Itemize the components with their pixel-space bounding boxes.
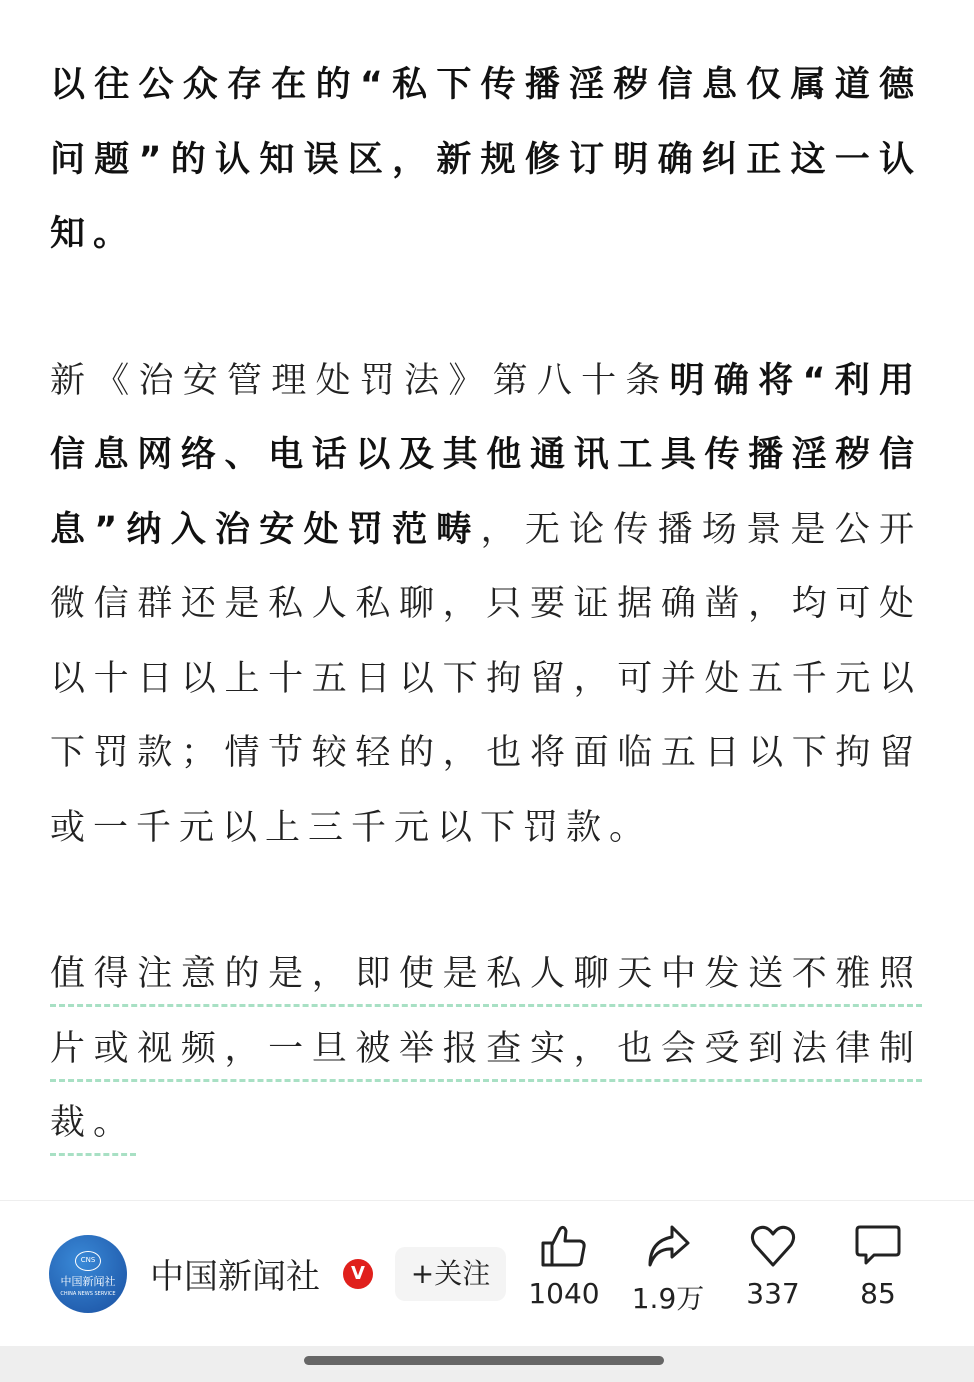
- article-paragraph: [50, 937, 922, 1161]
- thumbs-up-icon: [540, 1223, 588, 1269]
- author-avatar[interactable]: [49, 1235, 127, 1313]
- bold-text: 以往公众存在的“私下传播淫秽信息仅属道德: [50, 65, 922, 105]
- text-line: [50, 791, 922, 866]
- comment-count: 85: [860, 1277, 896, 1310]
- author-name[interactable]: 中国新闻社: [150, 1257, 320, 1297]
- bold-text: 息”纳入治安处罚范畴: [50, 509, 481, 550]
- text: 微信群还是私人私聊，只要证据确凿，均可处: [50, 584, 922, 624]
- text-line: [50, 937, 922, 1012]
- text[interactable]: 值得注意的是，即使是私人聊天中发送不雅照: [50, 954, 922, 1007]
- text: 或一千元以上三千元以下罚款。: [50, 807, 653, 848]
- article-paragraph: [50, 48, 922, 272]
- text: ，无论传播场景是公开: [480, 509, 922, 550]
- share-button[interactable]: [628, 1223, 708, 1317]
- text-line: [50, 197, 922, 272]
- text-line: [50, 567, 922, 642]
- text: 下罚款；情节较轻的，也将面临五日以下拘留: [50, 733, 922, 773]
- text: 以十日以上十五日以下拘留，可并处五千元以: [50, 658, 922, 699]
- text-line: [50, 344, 922, 419]
- text[interactable]: 裁。: [50, 1103, 136, 1156]
- share-icon: [644, 1223, 692, 1269]
- text-line: [50, 642, 922, 717]
- bold-text: 明确将“利用: [669, 360, 922, 401]
- article-paragraph: [50, 344, 922, 866]
- follow-button[interactable]: +关注: [395, 1247, 506, 1301]
- text-line: [50, 418, 922, 493]
- text-line: [50, 1012, 922, 1087]
- bottom-action-bar: [0, 1200, 974, 1346]
- heart-icon: [749, 1223, 797, 1269]
- favorite-button[interactable]: [733, 1223, 813, 1310]
- bold-text: 信息网络、电话以及其他通讯工具传播淫秽信: [50, 435, 922, 475]
- text: 新《治安管理处罚法》第八十条: [50, 360, 670, 401]
- avatar-text: 中国新闻社: [60, 1275, 116, 1288]
- article-body: [50, 48, 922, 1233]
- home-gesture-handle[interactable]: [304, 1356, 664, 1365]
- comment-button[interactable]: [838, 1223, 918, 1310]
- text[interactable]: 片或视频，一旦被举报查实，也会受到法律制: [50, 1029, 922, 1082]
- system-navigation-bar: [0, 1346, 974, 1382]
- favorite-count: 337: [746, 1277, 800, 1310]
- like-count: 1040: [528, 1277, 600, 1310]
- bold-text: 问题”的认知误区，新规修订明确纠正这一认: [50, 139, 922, 180]
- verified-badge-icon: V: [343, 1259, 373, 1289]
- text-line: [50, 493, 922, 568]
- avatar-english-text: CHINA NEWS SERVICE: [60, 1291, 116, 1297]
- like-button[interactable]: [524, 1223, 604, 1310]
- text-line: [50, 123, 922, 198]
- share-count: 1.9万: [631, 1282, 705, 1315]
- comment-icon: [854, 1223, 902, 1269]
- cns-logo: CNS: [75, 1251, 101, 1271]
- text-line: [50, 48, 922, 123]
- text-line: [50, 716, 922, 791]
- bold-text: 知。: [50, 214, 137, 254]
- text-line: [50, 1086, 922, 1161]
